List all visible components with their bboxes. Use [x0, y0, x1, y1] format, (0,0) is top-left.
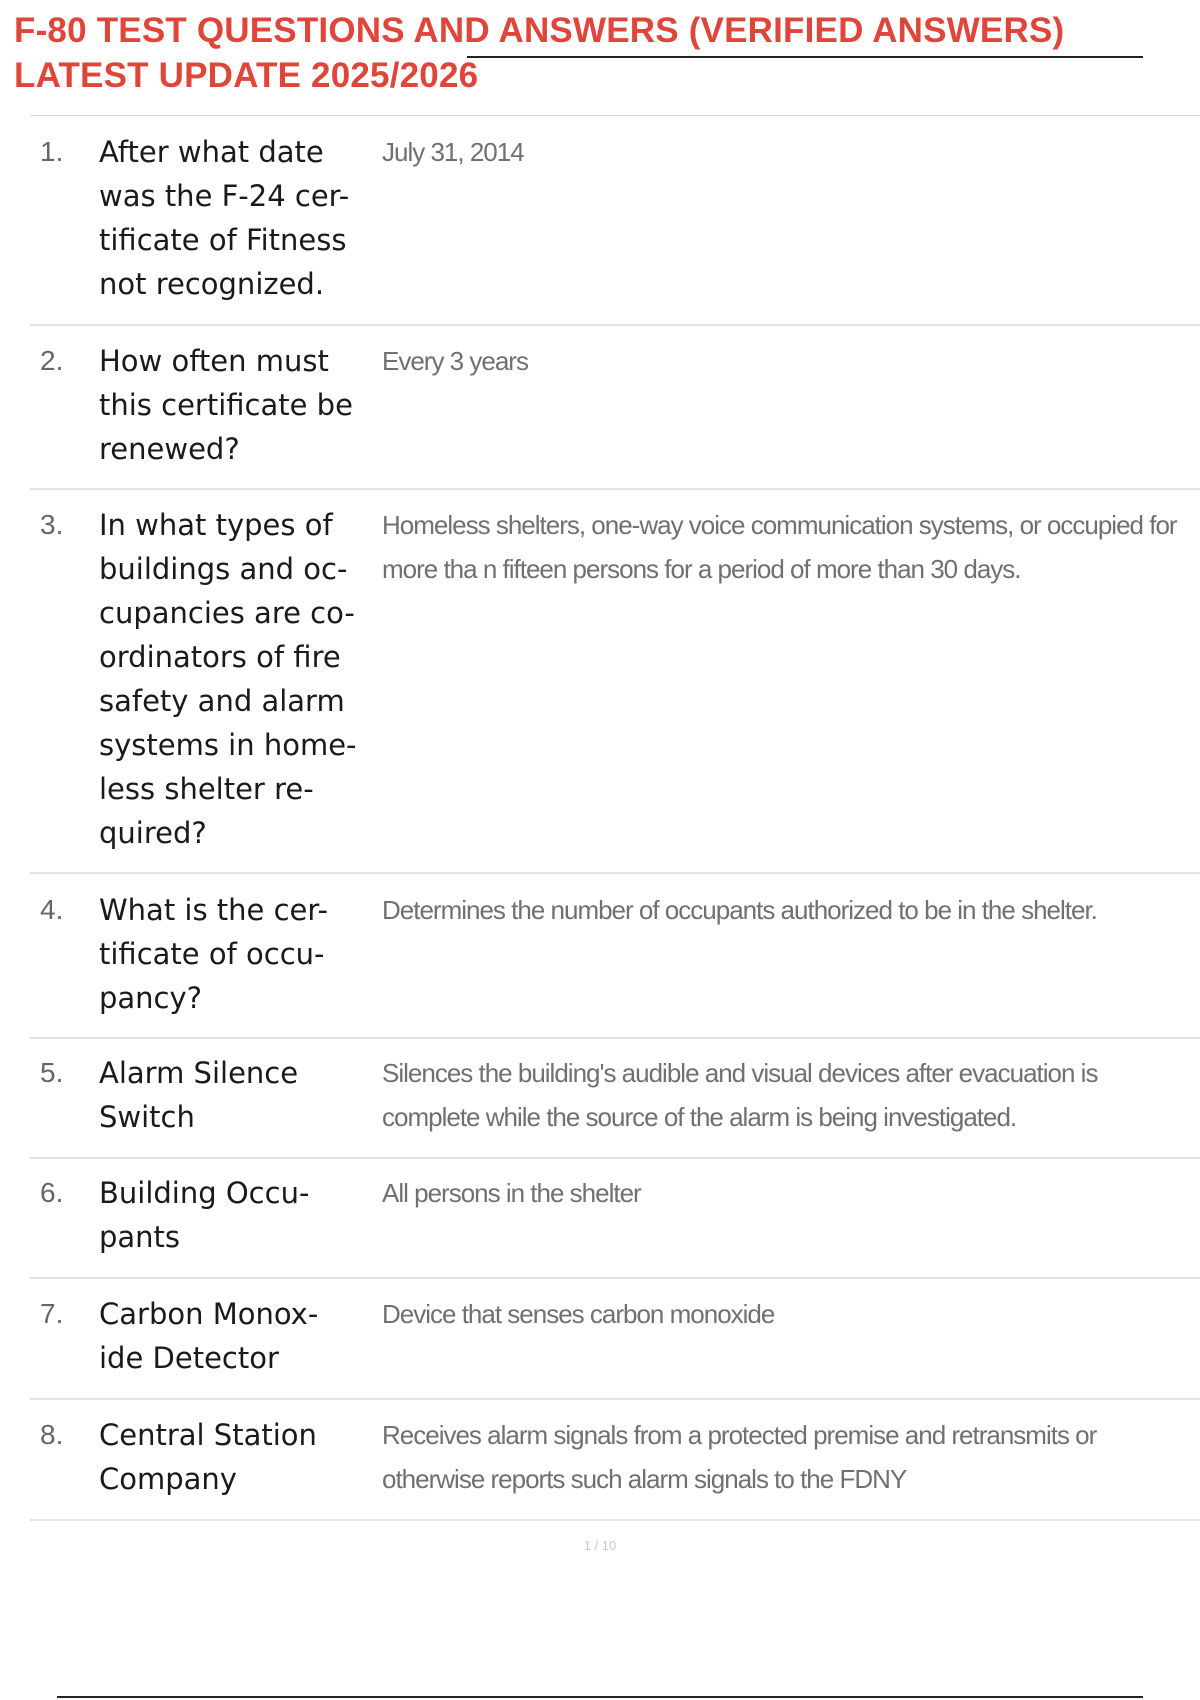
question-line: less shelter re-: [99, 772, 314, 806]
question-line: quired?: [99, 816, 207, 850]
qa-answer: Every 3 years: [382, 346, 528, 376]
question-line: not recognized.: [99, 267, 325, 301]
qa-row-5: [30, 1039, 1200, 1159]
qa-number: 4.: [40, 894, 64, 925]
question-line: tificate of occu-: [99, 937, 325, 971]
question-line: cupancies are co-: [99, 596, 355, 630]
qa-row-6: [30, 1159, 1200, 1279]
document-title-line1: F-80 TEST QUESTIONS AND ANSWERS (VERIFIED ANSWERS): [14, 11, 1065, 50]
question-line: How often must: [99, 344, 329, 378]
qa-question: [99, 1413, 374, 1501]
question-line: tificate of Fitness: [99, 223, 347, 257]
qa-answer: Homeless shelters, one-way voice communication systems, or occupied for more tha n fifteen persons for a period of more than 30 days.: [382, 510, 1177, 584]
qa-row-2: [30, 326, 1200, 490]
question-line: ordinators of fire: [99, 640, 341, 674]
qa-question: [99, 1292, 374, 1380]
qa-number: 2.: [40, 345, 64, 376]
question-line: safety and alarm: [99, 684, 345, 718]
qa-answer: Receives alarm signals from a protected premise and retransmits or otherwise reports such alarm signals to the FDNY: [382, 1420, 1097, 1494]
qa-answer: July 31, 2014: [382, 137, 524, 167]
document-title-line2: LATEST UPDATE 2025/2026: [14, 56, 479, 95]
qa-row-8: [30, 1400, 1200, 1521]
question-line: renewed?: [99, 432, 240, 466]
question-line: buildings and oc-: [99, 552, 348, 586]
qa-answer: Device that senses carbon monoxide: [382, 1299, 775, 1329]
qa-question: [99, 503, 374, 855]
qa-row-4: [30, 874, 1200, 1039]
qa-number: 6.: [40, 1177, 64, 1208]
question-line: pancy?: [99, 981, 203, 1015]
qa-answer: All persons in the shelter: [382, 1178, 641, 1208]
question-line: After what date: [99, 135, 324, 169]
question-line: In what types of: [99, 508, 333, 542]
qa-question: [99, 1171, 374, 1259]
footer-rule: [57, 1696, 1143, 1698]
question-line: this certificate be: [99, 388, 353, 422]
qa-row-1: [30, 116, 1200, 326]
question-line: systems in home-: [99, 728, 357, 762]
qa-question: [99, 888, 374, 1020]
qa-answer: Silences the building's audible and visual devices after evacuation is complete while the source of the alarm is being investigated.: [382, 1058, 1098, 1132]
question-line: Company: [99, 1462, 237, 1496]
qa-row-3: [30, 490, 1200, 874]
question-line: Carbon Monox-: [99, 1297, 319, 1331]
qa-number: 1.: [40, 136, 64, 167]
question-line: pants: [99, 1220, 181, 1254]
question-line: Alarm Silence: [99, 1056, 299, 1090]
qa-question: [99, 1051, 374, 1139]
document-title: [14, 8, 1184, 98]
question-line: What is the cer-: [99, 893, 328, 927]
page-number: 1 / 10: [583, 1538, 617, 1553]
title-underline: [467, 56, 1143, 58]
qa-number: 8.: [40, 1419, 64, 1450]
qa-number: 7.: [40, 1298, 64, 1329]
question-line: Central Station: [99, 1418, 317, 1452]
question-line: ide Detector: [99, 1341, 279, 1375]
qa-question: [99, 130, 374, 306]
question-line: Switch: [99, 1100, 195, 1134]
qa-table: [30, 115, 1200, 1521]
qa-answer: Determines the number of occupants authorized to be in the shelter.: [382, 895, 1097, 925]
question-line: Building Occu-: [99, 1176, 310, 1210]
qa-number: 3.: [40, 509, 64, 540]
question-line: was the F-24 cer-: [99, 179, 350, 213]
qa-question: [99, 339, 374, 471]
qa-number: 5.: [40, 1057, 64, 1088]
qa-row-7: [30, 1279, 1200, 1400]
